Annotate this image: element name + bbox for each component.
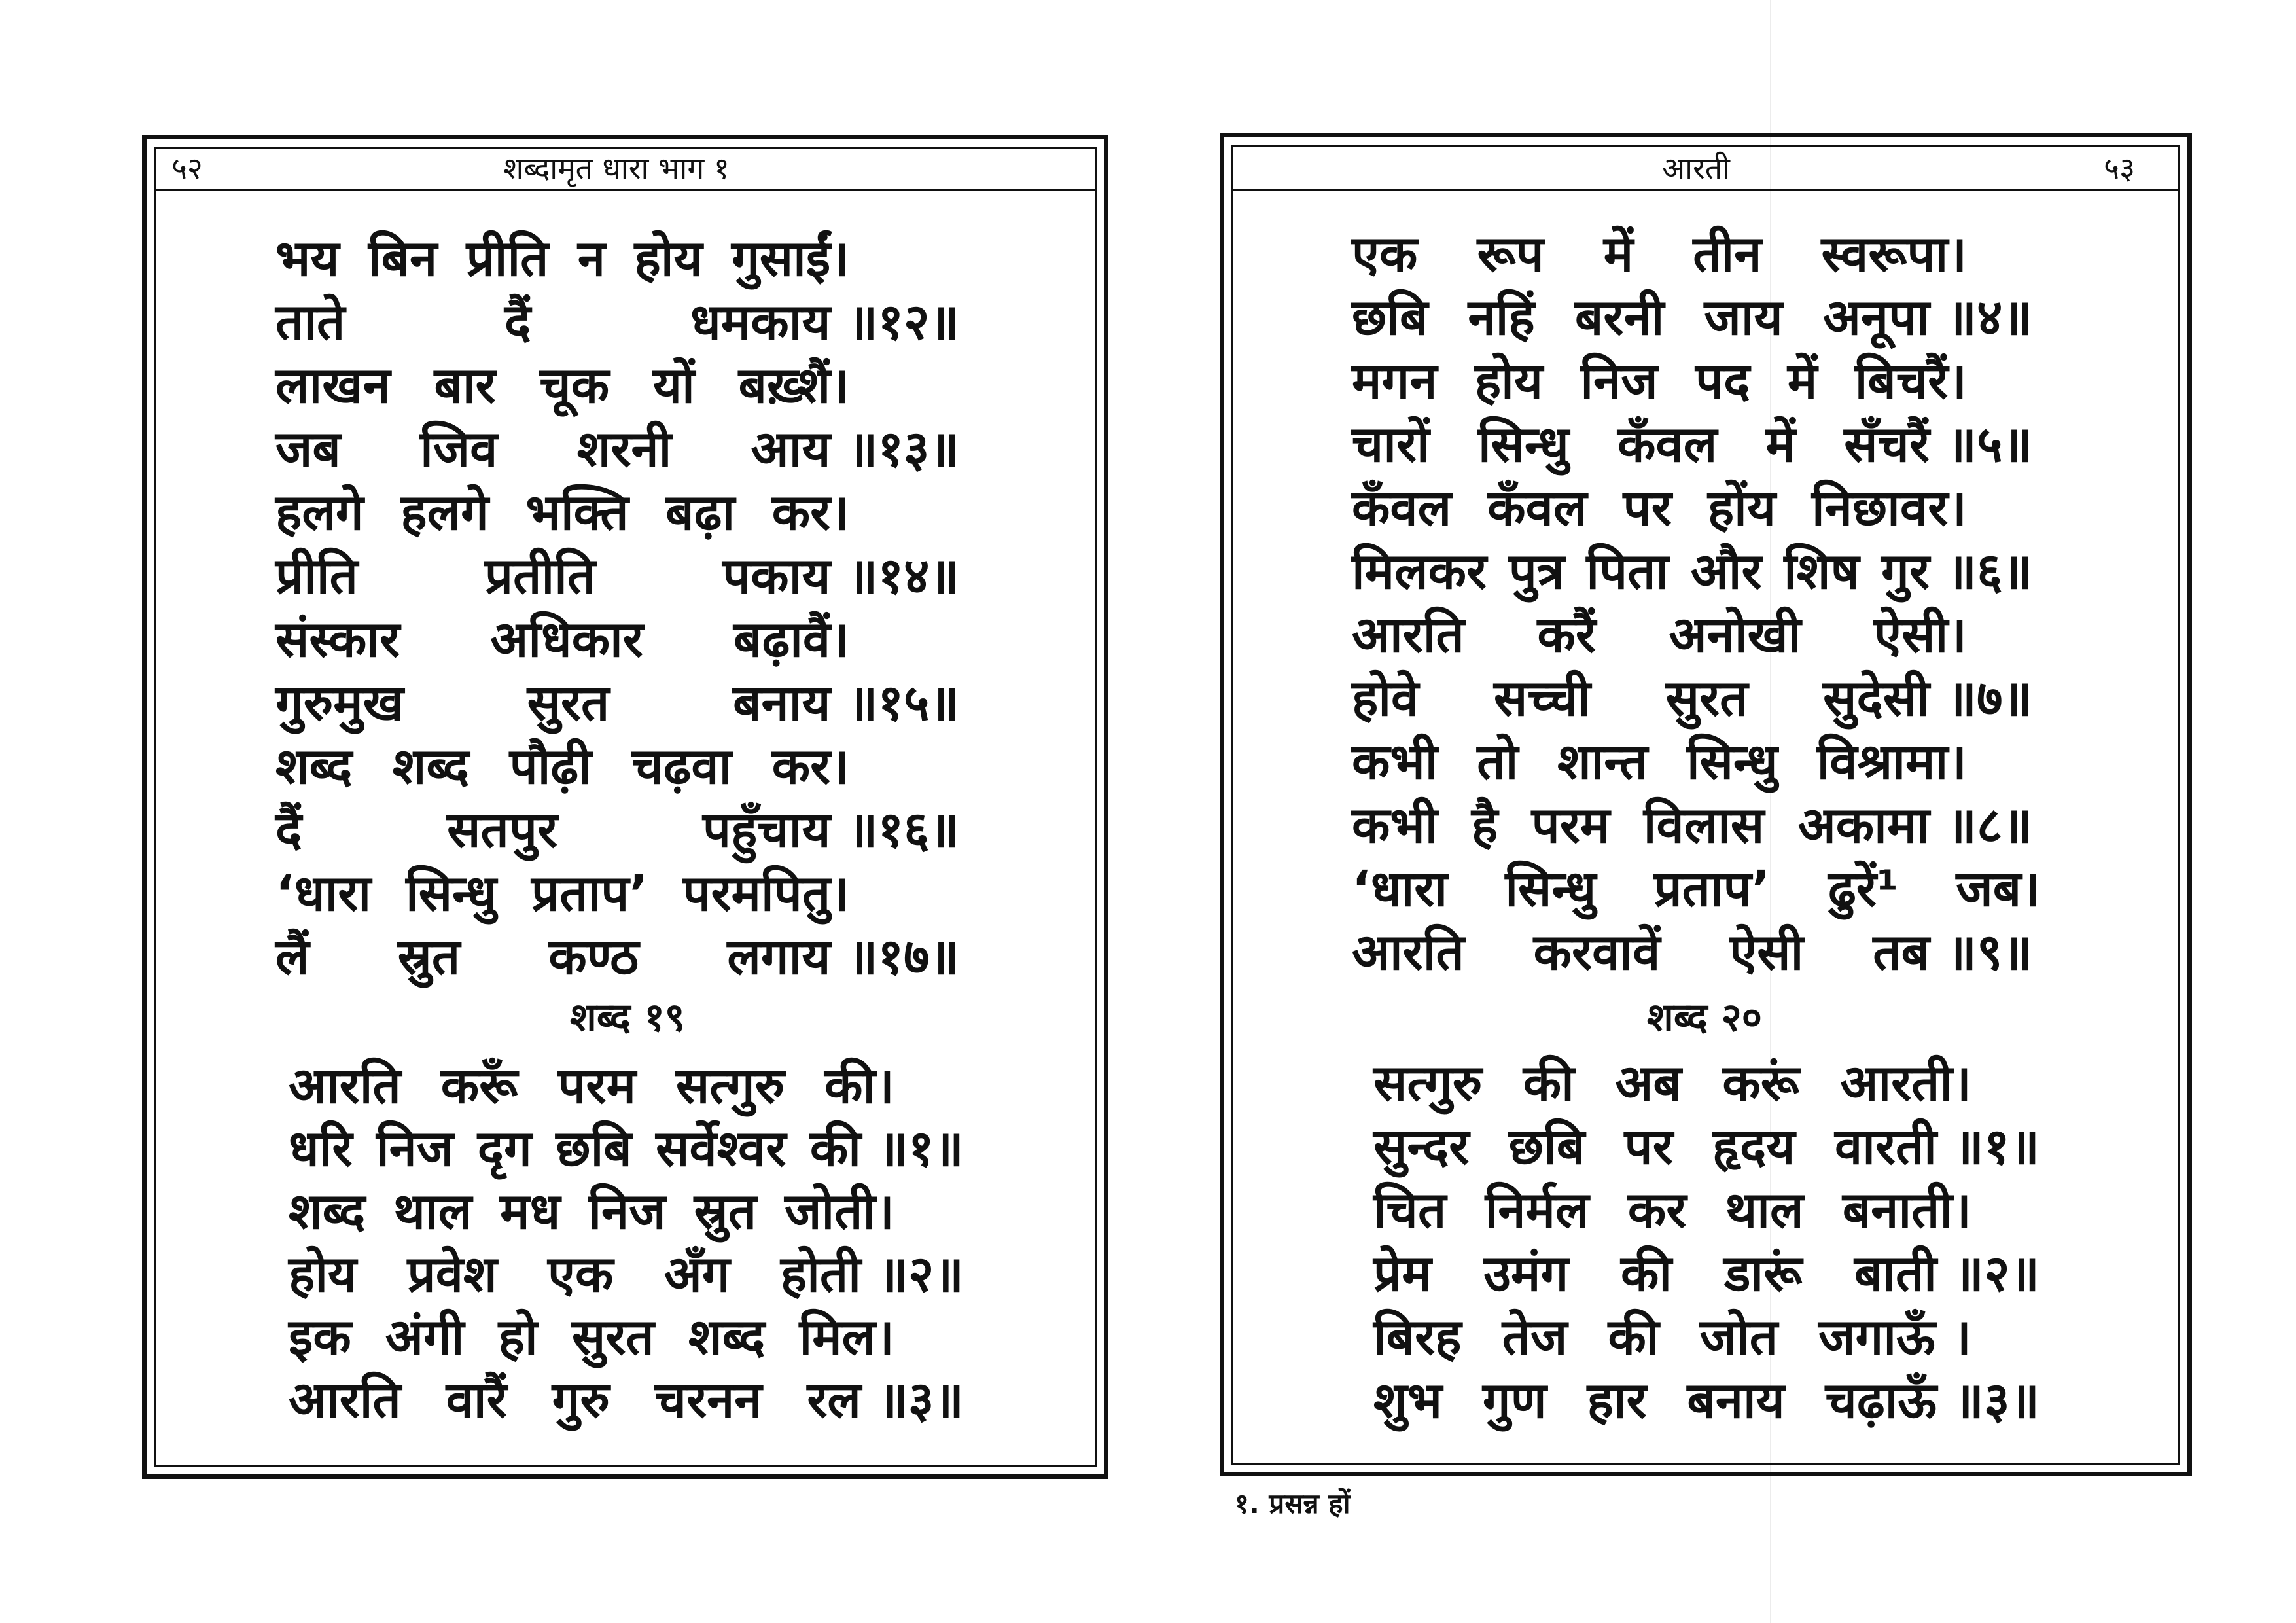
page-number: ५३ <box>2104 151 2135 186</box>
verse-word: ताते <box>275 293 345 351</box>
verse-line <box>275 543 959 606</box>
verse-word: न <box>577 229 606 287</box>
verse-line <box>289 1115 964 1178</box>
verse-word: स्वरूपा। <box>1821 224 1967 283</box>
verse-word: छबि <box>556 1118 632 1177</box>
verse-word: हलगे <box>275 483 364 541</box>
verse-word: की <box>1523 1054 1574 1112</box>
verse-word: जोती। <box>785 1181 894 1240</box>
verse-word: एक <box>547 1244 614 1303</box>
verse-word: होय <box>634 229 703 287</box>
verse-line <box>275 669 959 733</box>
verse-word: चढ़ाऊँ ॥३॥ <box>1825 1371 2040 1429</box>
running-header: शब्दामृत धारा भाग १ <box>503 151 730 186</box>
verse-word: वारैं <box>446 1370 507 1429</box>
verse-word: कभी <box>1352 732 1438 791</box>
verse-word: थाल <box>1725 1181 1804 1239</box>
verse-line <box>275 796 959 860</box>
verse-word: सिन्धु <box>406 864 497 922</box>
verse-line <box>1352 792 2032 855</box>
verse-line <box>1352 855 2040 919</box>
verse-word: बढ़ा <box>665 483 735 541</box>
verse-word: दैं <box>504 293 531 351</box>
verse-word: बाती ॥२॥ <box>1854 1244 2040 1302</box>
verse-word: अकामा ॥८॥ <box>1797 796 2032 854</box>
verse-word: शिष <box>1784 542 1860 600</box>
verse-line <box>289 1052 894 1115</box>
verse-word: की ॥१॥ <box>809 1118 964 1177</box>
verse-word: पर <box>1624 1117 1673 1175</box>
verse-word: गुरु <box>552 1370 610 1429</box>
verse-word: सत्गुरु <box>1373 1054 1483 1112</box>
verse-word: करूँ <box>440 1056 518 1115</box>
verse-word: तो <box>1477 732 1519 791</box>
verse-word: अब <box>1615 1054 1682 1112</box>
verse-word: प्रतीति <box>484 546 596 605</box>
verse-word: प्रीति <box>466 229 549 287</box>
verse-word: एक <box>1352 224 1418 283</box>
verse-word: की <box>1608 1308 1659 1366</box>
verse-line <box>275 733 849 796</box>
verse-word: मिलकर <box>1352 542 1487 600</box>
verse-word: मिल। <box>799 1307 894 1366</box>
verse-word: संस्कार <box>275 610 400 668</box>
verse-word: छबि <box>1352 288 1428 346</box>
verse-word: सच्ची <box>1494 669 1591 727</box>
verse-line <box>289 1304 894 1366</box>
right-header-rule <box>1231 189 2180 191</box>
verse-line <box>275 225 849 289</box>
verse-word: जब <box>275 419 341 478</box>
verse-word: बिन <box>368 229 438 287</box>
running-header: आरती <box>1662 151 1730 186</box>
verse-word: ढुरें¹ <box>1828 859 1899 918</box>
verse-word: पहुँचाय ॥१६॥ <box>702 800 959 859</box>
verse-line <box>1373 1304 1971 1367</box>
verse-word: कर। <box>771 737 849 795</box>
verse-word: शरनी <box>576 419 672 478</box>
verse-word: चढ़वा <box>631 737 732 795</box>
verse-word: सुदेसी ॥७॥ <box>1823 669 2032 727</box>
verse-word: डारूं <box>1723 1244 1803 1302</box>
verse-word: विलास <box>1643 796 1765 854</box>
verse-word: शान्त <box>1557 732 1648 791</box>
left-stanza-2 <box>289 1052 964 1429</box>
verse-word: आरति <box>1352 923 1464 981</box>
page-number: ५२ <box>171 151 203 186</box>
verse-line <box>1373 1177 1971 1240</box>
verse-word: जगाऊँ । <box>1818 1308 1971 1366</box>
verse-word: कर। <box>771 483 849 541</box>
verse-word: आरति <box>1352 605 1464 664</box>
verse-word: हो <box>498 1307 538 1366</box>
verse-word: निज <box>588 1181 666 1240</box>
verse-line <box>1352 411 2032 474</box>
verse-word: में <box>1787 351 1818 410</box>
verse-word: होती ॥२॥ <box>780 1244 964 1303</box>
verse-word: छबि <box>1508 1117 1585 1175</box>
verse-word: स्रुत <box>397 927 461 986</box>
verse-word: बरनी <box>1574 288 1665 346</box>
verse-word: उमंग <box>1483 1244 1569 1302</box>
verse-word: लैं <box>275 927 309 986</box>
verse-line <box>1373 1050 1971 1113</box>
verse-word: चूक <box>539 356 610 414</box>
verse-word: रल ॥३॥ <box>807 1370 964 1429</box>
verse-word: आरती। <box>1840 1054 1971 1112</box>
verse-line <box>275 479 849 543</box>
verse-word: कण्ठ <box>548 927 639 986</box>
left-stanza-1 <box>275 225 959 987</box>
verse-line <box>1352 919 2032 982</box>
verse-word: करैं <box>1537 605 1596 664</box>
verse-word: पौढ़ी <box>509 737 592 795</box>
verse-word: करूं <box>1722 1054 1799 1112</box>
verse-word: गुरुमुख <box>275 673 404 732</box>
verse-word: आय ॥१३॥ <box>751 419 959 478</box>
verse-word: बख़्शैं। <box>738 356 849 414</box>
verse-word: सिन्धु <box>1686 732 1778 791</box>
verse-word: पुत्र <box>1508 542 1564 600</box>
verse-word: शब्द <box>275 737 353 795</box>
verse-word: अंगी <box>385 1307 465 1366</box>
verse-word: इक <box>289 1307 351 1366</box>
verse-word: वारती ॥१॥ <box>1834 1117 2040 1175</box>
verse-word: बनाय <box>1687 1371 1785 1429</box>
verse-word: शब्द <box>688 1307 766 1366</box>
verse-line <box>275 352 849 416</box>
verse-word: बिचरैं। <box>1854 351 1967 410</box>
verse-word: शब्द <box>289 1181 366 1240</box>
verse-word: चरनन <box>654 1370 762 1429</box>
verse-word: हलगे <box>400 483 489 541</box>
verse-word: होय <box>289 1244 357 1303</box>
verse-word: परमपितु। <box>682 864 849 922</box>
verse-word: करवावें <box>1533 923 1661 981</box>
verse-word: बढ़ावैं। <box>733 610 849 668</box>
verse-word: सुरत <box>1665 669 1748 727</box>
verse-word: सँचरैं ॥५॥ <box>1844 415 2032 473</box>
verse-word: सतपुर <box>447 800 558 859</box>
verse-word: आरति <box>289 1056 401 1115</box>
verse-word: परम <box>557 1056 636 1115</box>
verse-word: चारों <box>1352 415 1430 473</box>
verse-word: सत्गुरु <box>675 1056 785 1115</box>
verse-line <box>1352 665 2032 728</box>
shabd-heading: शब्द १९ <box>570 995 685 1041</box>
verse-word: धमकाय ॥१२॥ <box>690 293 959 351</box>
verse-word: गुण <box>1482 1371 1547 1429</box>
verse-word: पिता <box>1586 542 1669 600</box>
verse-word: कँवल <box>1617 415 1718 473</box>
verse-word: चित <box>1373 1181 1447 1239</box>
verse-word: और <box>1690 542 1762 600</box>
verse-line <box>275 860 849 923</box>
verse-word: निज <box>1580 351 1658 410</box>
verse-word: होवे <box>1352 669 1419 727</box>
verse-word: भक्ति <box>525 483 629 541</box>
verse-word: नहिं <box>1468 288 1535 346</box>
verse-word: सुन्दर <box>1373 1117 1470 1175</box>
verse-word: ऐसी <box>1729 923 1804 981</box>
verse-word: बार <box>434 356 496 414</box>
verse-word: अधिकार <box>490 610 643 668</box>
verse-word: होंय <box>1707 478 1776 537</box>
verse-word: दैं <box>275 800 302 859</box>
verse-word: जब। <box>1956 859 2040 918</box>
right-stanza-2 <box>1373 1050 2040 1431</box>
verse-word: कभी <box>1352 796 1438 854</box>
verse-word: सुरत <box>571 1307 654 1366</box>
verse-line <box>1352 348 1967 411</box>
verse-word: निछावर। <box>1812 478 1967 537</box>
verse-word: शुभ <box>1373 1371 1443 1429</box>
verse-word: गुर ॥६॥ <box>1881 542 2032 600</box>
verse-word: की। <box>824 1056 894 1115</box>
verse-word: यों <box>653 356 695 414</box>
verse-word: पकाय ॥१४॥ <box>722 546 959 605</box>
verse-word: पद <box>1695 351 1750 410</box>
verse-word: तेज <box>1502 1308 1568 1366</box>
verse-word: जिव <box>420 419 498 478</box>
verse-line <box>275 416 959 479</box>
verse-line <box>1373 1113 2040 1177</box>
verse-line <box>289 1366 964 1429</box>
verse-word: प्रवेश <box>407 1244 497 1303</box>
verse-word: थाल <box>393 1181 472 1240</box>
verse-word: सुरत <box>527 673 610 732</box>
verse-word: बिरह <box>1373 1308 1462 1366</box>
verse-word: जोत <box>1699 1308 1778 1366</box>
verse-word: बनाती। <box>1842 1181 1971 1239</box>
verse-line <box>275 923 959 987</box>
verse-line <box>1352 284 2032 348</box>
verse-word: शब्द <box>392 737 470 795</box>
verse-word: रूप <box>1477 224 1544 283</box>
verse-line <box>1352 221 1967 284</box>
verse-word: जाय <box>1704 288 1783 346</box>
verse-word: अनूपा ॥४॥ <box>1822 288 2032 346</box>
verse-word: निर्मल <box>1485 1181 1589 1239</box>
verse-word: प्रीति <box>275 546 358 605</box>
verse-word: बनाय ॥१५॥ <box>733 673 959 732</box>
verse-word: लगाय ॥१७॥ <box>727 927 959 986</box>
left-header-rule <box>154 189 1097 191</box>
verse-word: कँवल <box>1487 478 1587 537</box>
verse-word: में <box>1603 224 1634 283</box>
verse-word: दृग <box>477 1118 532 1177</box>
verse-word: मगन <box>1352 351 1438 410</box>
verse-word: ऐसी। <box>1874 605 1967 664</box>
verse-word: अनोखी <box>1669 605 1801 664</box>
right-stanza-1 <box>1352 221 2040 982</box>
verse-line <box>1352 474 1967 538</box>
verse-line <box>1352 538 2032 601</box>
verse-word: पर <box>1623 478 1672 537</box>
verse-word: कँवल <box>1352 478 1452 537</box>
footnote: १. प्रसन्न हों <box>1235 1488 1351 1520</box>
verse-word: विश्रामा। <box>1816 732 1967 791</box>
verse-line <box>289 1241 964 1304</box>
verse-word: आरति <box>289 1370 401 1429</box>
verse-word: सर्वेश्वर <box>656 1118 786 1177</box>
shabd-heading: शब्द २० <box>1647 995 1762 1041</box>
verse-word: हृदय <box>1712 1117 1795 1175</box>
verse-word: है <box>1471 796 1498 854</box>
verse-line <box>289 1178 894 1241</box>
verse-word: प्रताप’ <box>1653 859 1771 918</box>
verse-line <box>1373 1240 2040 1304</box>
verse-word: होय <box>1474 351 1543 410</box>
verse-word: स्रुत <box>694 1181 757 1240</box>
verse-word: सिन्धु <box>1477 415 1569 473</box>
verse-word: तीन <box>1693 224 1762 283</box>
verse-word: हार <box>1587 1371 1647 1429</box>
verse-word: मध <box>500 1181 561 1240</box>
verse-line <box>275 289 959 352</box>
verse-word: सिन्धु <box>1505 859 1597 918</box>
verse-line <box>275 606 849 669</box>
verse-word: प्रताप’ <box>531 864 648 922</box>
verse-word: भय <box>275 229 340 287</box>
verse-line <box>1373 1367 2040 1431</box>
verse-word: ‘धारा <box>275 864 372 922</box>
verse-word: अँग <box>663 1244 730 1303</box>
verse-word: ‘धारा <box>1352 859 1448 918</box>
verse-word: लाखन <box>275 356 391 414</box>
verse-word: धरि <box>289 1118 353 1177</box>
verse-word: में <box>1765 415 1795 473</box>
verse-word: प्रेम <box>1373 1244 1432 1302</box>
verse-line <box>1352 728 1967 792</box>
verse-line <box>1352 601 1967 665</box>
verse-word: निज <box>376 1118 454 1177</box>
verse-word: परम <box>1531 796 1610 854</box>
verse-word: कर <box>1627 1181 1687 1239</box>
verse-word: गुसाईं। <box>731 229 849 287</box>
verse-word: तब ॥९॥ <box>1873 923 2032 981</box>
verse-word: की <box>1621 1244 1672 1302</box>
